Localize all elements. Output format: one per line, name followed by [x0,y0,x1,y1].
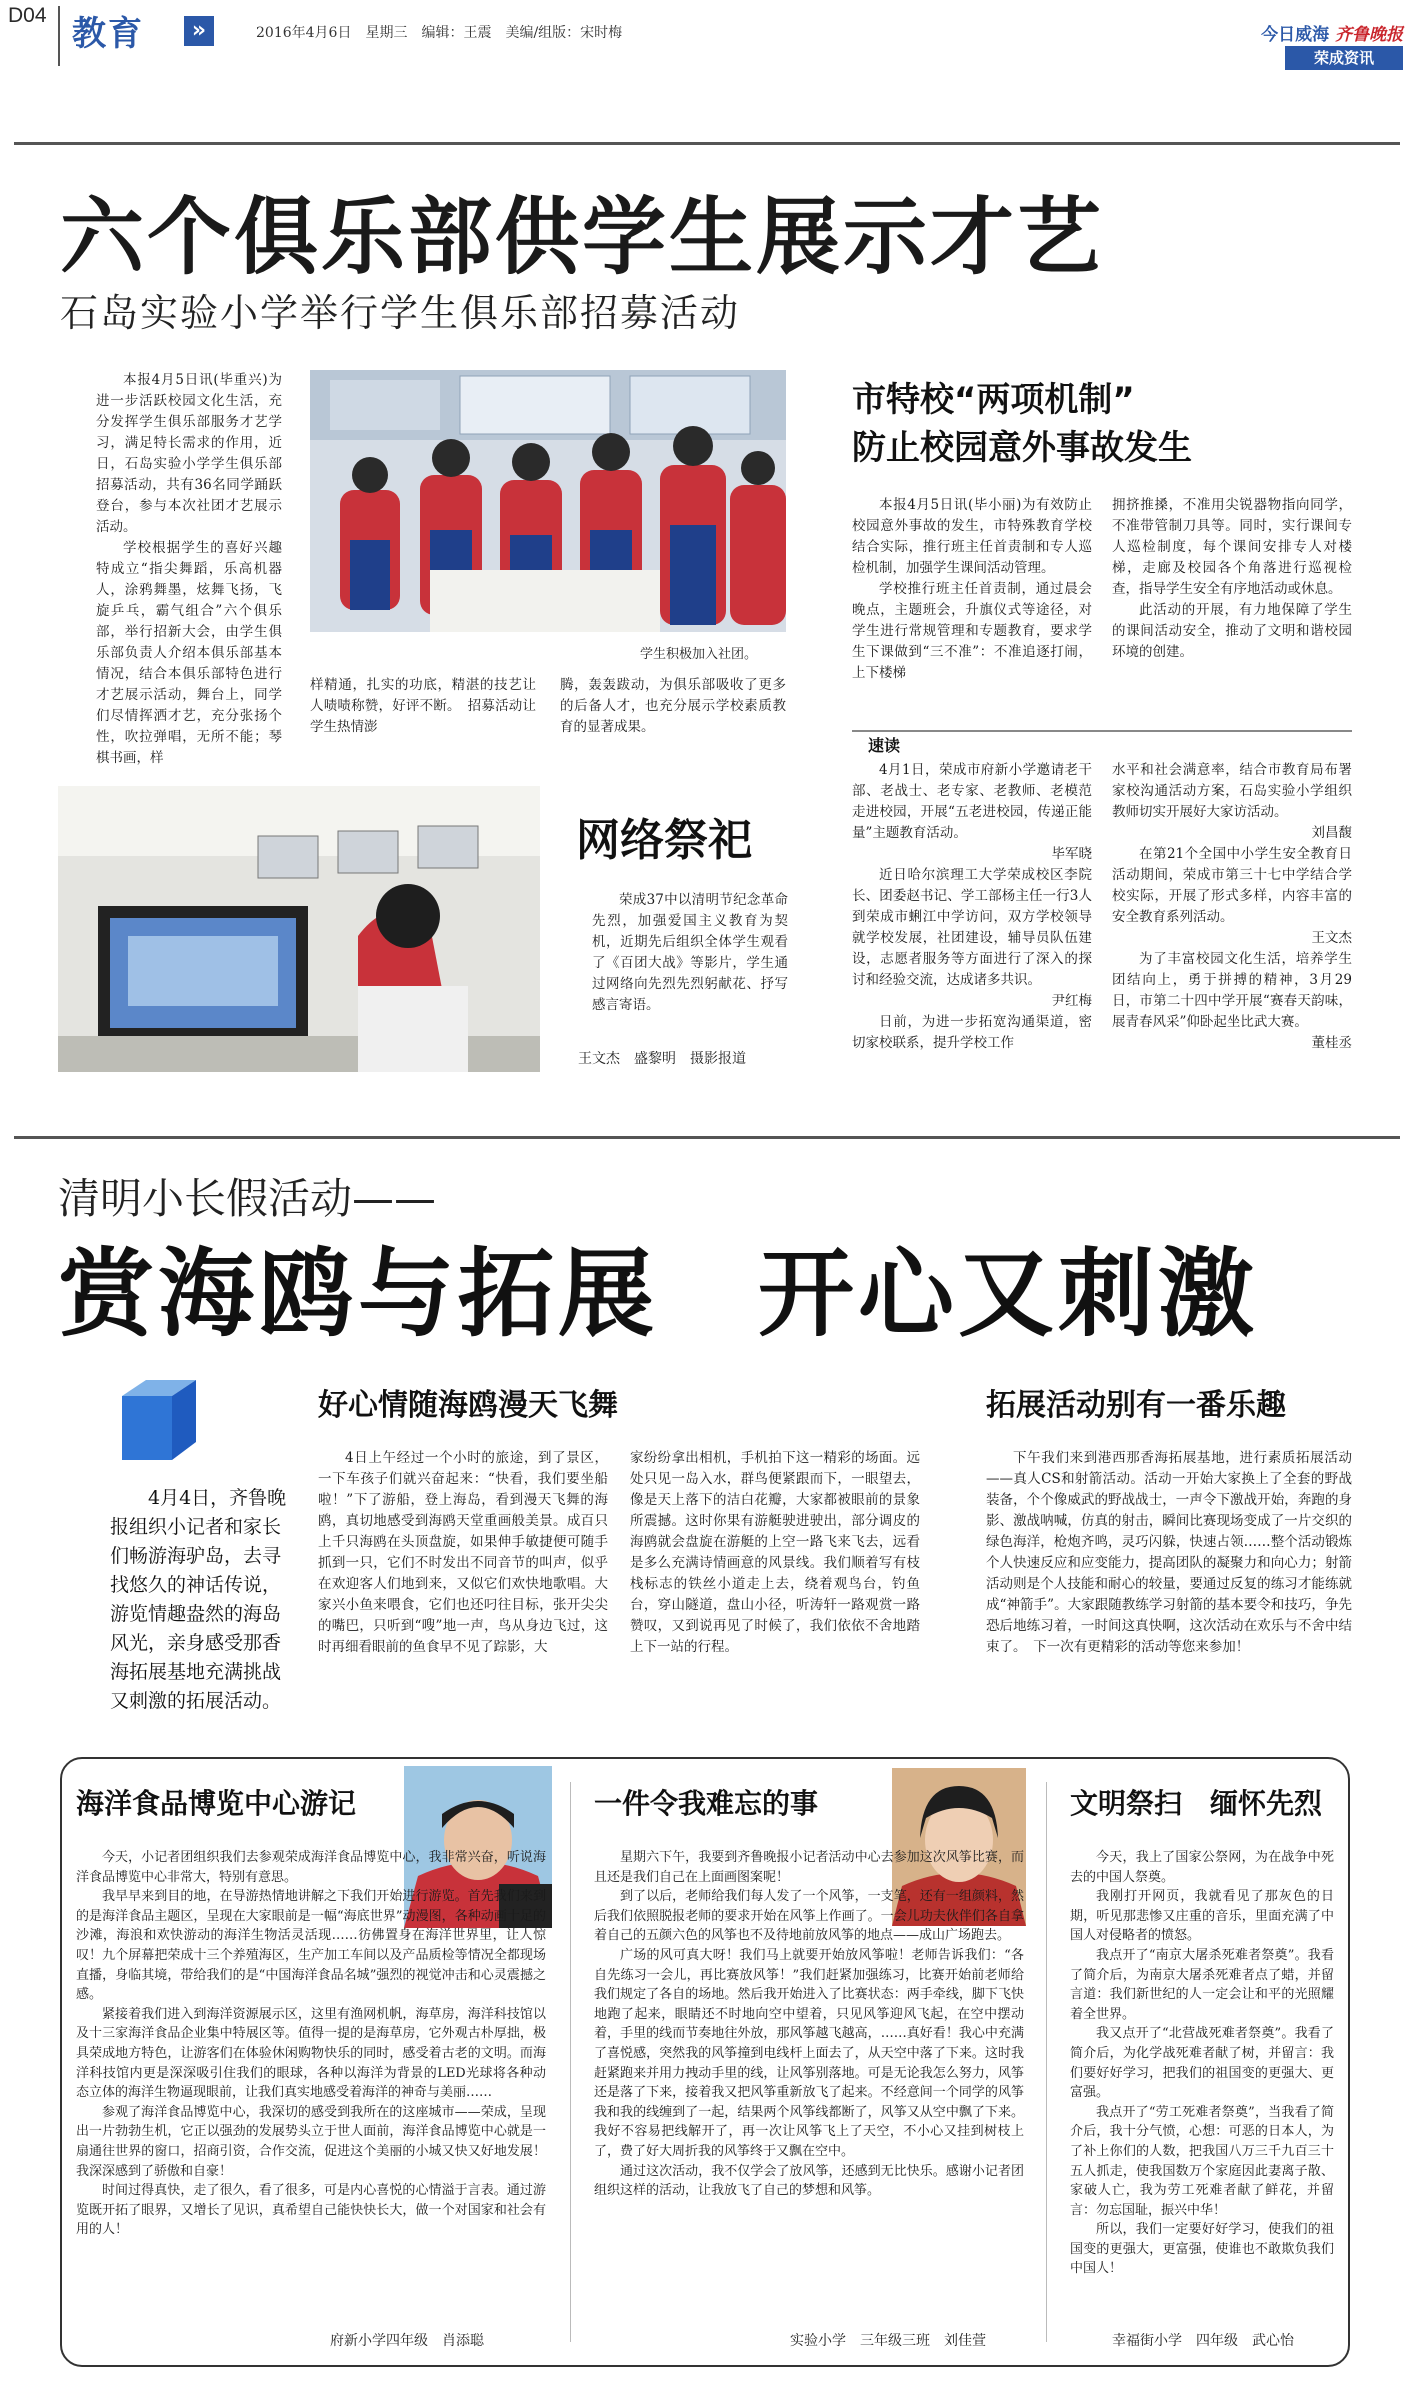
special-school-col1 [852,495,1092,684]
article-paragraph: 学校推行班主任首责制，通过晨会晚点，主题班会，升旗仪式等途径，对学生进行常规管理和专题教育，要求学生下课做到“三不准”：不准追逐打闹，上下楼梯 [852,581,1092,681]
header-rule [14,142,1400,145]
lead-headline: 六个俱乐部供学生展示才艺 [60,188,1105,286]
essay-paragraph: 我刚打开网页，我就看见了那灰色的日期，听见那悲惨又庄重的音乐，里面充满了中国人对侵略者的愤怒。 [1070,1889,1334,1944]
feature-left-col1 [318,1448,608,1658]
essay1-byline: 府新小学四年级 肖添聪 [330,2333,484,2349]
lead-col3 [560,675,786,738]
feature-paragraph: 4日上午经过一个小时的旅途，到了景区，一下车孩子们就兴奋起来：“快看，我们要坐船啦！”下了游船，登上海岛，看到漫天飞舞的海鸥，真切地感受到海鸥天堂重画般美景。成百只上千只海鸥在头顶盘旋，如果伸手敏捷便可随手抓到一只，它们不时发出不同音节的叫声，似乎在欢迎客人们地到来，又似它们欢快地歌唱。大家兴小鱼来喂食，它们也还叼往目标，张开尖尖的嘴巴，只听到“嗖”地一声，鸟从身边飞过，这时再细看眼前的鱼食早不见了踪影，大 [318,1450,608,1655]
header-divider [58,6,60,66]
brief-item: 日前，为进一步拓宽沟通渠道，密切家校联系，提升学校工作 [852,1014,1092,1051]
lead-paragraph: 本报4月5日讯(毕重兴)为进一步活跃校园文化生活，充分发挥学生俱乐部服务才艺学习，满足特长需求的作用，近日，石岛实验小学学生俱乐部招募活动，共有36名同学踊跃登台，参与本次社团才艺展示活动。 [96,372,282,535]
essay-paragraph: 我点开了“劳工死难者祭奠”，当我看了简介后，我十分气愤，心想：可恶的日本人，为了补上你们的人数，把我国八万三千九百三十五人抓走，使我国数万个家庭因此妻离子散、家破人亡，我为劳工死难者献了鲜花，并留言：勿忘国耻，振兴中华！ [1070,2104,1334,2218]
special-school-headline [852,376,1372,472]
computer-lab-photo [58,786,540,1072]
essay-paragraph: 我点开了“南京大屠杀死难者祭奠”。我看了简介后，为南京大屠杀死难者点了蜡，并留言道：我们新世纪的人一定会让和平的光照耀着全世界。 [1070,1947,1334,2022]
brief-author: 尹红梅 [1051,993,1092,1009]
essay-paragraph: 到了以后，老师给我们每人发了一个风筝，一支笔，还有一组颜料，然后我们依照脱报老师的要求开始在风筝上作画了。一会儿功夫伙伴们各自拿着自己的五颜六色的风筝也不及待地前放风筝的地点——成山广场跑去。 [594,1889,1024,1944]
brief-author: 刘昌馥 [1311,825,1352,841]
club-photo-image [310,370,786,632]
briefs-col1 [852,760,1092,1054]
computer-lab-image [58,786,540,1072]
brief-item: 4月1日，荣成市府新小学邀请老干部、老战士、老专家、老教师、老模范走进校园，开展“五老进校园，传递正能量”主题教育活动。 [852,762,1092,841]
essay3-title: 文明祭扫 缅怀先烈 [1070,1787,1323,1820]
essay-divider [570,1782,571,2342]
briefs-label: 速读 [868,736,901,755]
feature-right-col [986,1448,1352,1658]
feature-headline: 赏海鸥与拓展 开心又刺激 [58,1238,1258,1350]
chevron-right-icon: » [184,16,214,46]
brief-item: 近日哈尔滨理工大学荣成校区李院长、团委赵书记、学工部杨主任一行3人到荣成市蜊江中学访问，双方学校领导就学校发展，社团建设，辅导员队伍建设，志愿者服务等方面进行了深入的探讨和经验交流，达成诸多共识。 [852,867,1092,988]
network-headline: 网络祭祀 [576,815,752,866]
essay-paragraph: 今天，我上了国家公祭网，为在战争中死去的中国人祭奠。 [1070,1850,1334,1885]
feature-paragraph: 家纷纷拿出相机，手机拍下这一精彩的场面。远处只见一岛入水，群鸟便紧跟而下，一眼望去，像是天上落下的洁白花瓣，大家都被眼前的景象所震撼。这时你果有游艇驶进驶出，部分调皮的海鸥就会盘旋在游艇的上空一路飞来飞去，远看是多么充满诗情画意的风景线。我们顺着写有枝栈标志的铁丝小道走上去，绕着观鸟台，钓鱼台，穿山隧道，盘山小径，听涛轩一路观赏一路赞叹，又到说再见了时候了，我们依依不舍地踏上下一站的行程。 [630,1450,920,1655]
lead-col1 [96,370,282,769]
lead-col2 [310,675,536,738]
brand-name: 齐鲁晚报 [1335,25,1403,45]
brief-author: 董桂丞 [1311,1035,1352,1051]
brand-prefix: 今日威海 [1261,25,1330,45]
club-photo [310,370,786,632]
essay3-byline: 幸福街小学 四年级 武心怡 [1112,2333,1294,2349]
essay-paragraph: 广场的风可真大呀！我们马上就要开始放风筝啦！老师告诉我们：“各自先练习一会儿，再比赛放风筝！”我们赶紧加强练习，比赛开始前老师给我们规定了各自的场地。然后我开始进入了比赛状态：两手牵线，脚下飞快地跑了起来，眼睛还不时地向空中望着，只见风筝迎风飞起，在空中摆动着，手里的线而节奏地往外放，那风筝越飞越高，……真好看！我心中充满了喜悦感，突然我的风筝撞到电线杆上面去了，从天空中落了下来。这时我赶紧跑来并用力拽动手里的线，让风筝别落地。可是无论我怎么努力，风筝还是落了下来，接着我又把风筝重新放飞了起来。不经意间一个同学的风筝我和我的线缠到了一起，结果两个风筝线都断了，风筝又从空中飘了下来。我好不容易把线解开了，再一次让风筝飞上了天空，不小心又挂到树枝上了，费了好大周折我的风筝终于又飘在空中。 [594,1947,1024,2159]
page-number: D04 [8,4,47,27]
column-tag-wrap [1118,46,1403,70]
lead-subheadline: 石岛实验小学举行学生俱乐部招募活动 [60,291,741,335]
feature-lead-text: 4月4日，齐鲁晚报组织小记者和家长们畅游海驴岛，去寻找悠久的神话传说，游览情趣盎然的海岛风光，亲身感受那香海拓展基地充满挑战又刺激的拓展活动。 [110,1487,287,1712]
club-photo-caption: 学生积极加入社团。 [640,647,758,662]
headline-line: 防止校园意外事故发生 [852,428,1192,468]
headline-line: 市特校“两项机制” [852,380,1135,420]
lead-paragraph: 样精通，扎实的功底，精湛的技艺让人啧啧称赞，好评不断。 招募活动让学生热情澎 [310,677,536,735]
special-school-col2 [1112,495,1352,663]
issue-meta: 2016年4月6日 星期三 编辑：王震 美编/组版：宋时梅 [256,25,623,41]
brief-item: 水平和社会满意率，结合市教育局布署家校沟通活动方案，石岛实验小学组织教师切实开展好大家访活动。 [1112,762,1352,820]
article-paragraph: 此活动的开展，有力地保障了学生的课间活动安全，推动了文明和谐校园环境的创建。 [1112,602,1352,660]
essay-paragraph: 时间过得真快，走了很久，看了很多，可是内心喜悦的心情溢于言表。通过游览既开拓了眼界，又增长了见识，真希望自己能快快长大，做一个对国家和社会有用的人！ [76,2183,546,2238]
article-paragraph: 荣成37中以清明节纪念革命先烈，加强爱国主义教育为契机，近期先后组织全体学生观看了《百团大战》等影片，学生通过网络向先烈先烈躬献花、抒写感言寄语。 [592,892,788,1013]
feature-lead [110,1484,290,1716]
cube-icon [112,1380,196,1460]
essay2-body [594,1848,1024,2201]
essay-paragraph: 我又点开了“北营战死难者祭奠”。我看了简介后，为化学战死难者献了树，并留言：我们要好好学习，把我们的祖国变的更强大、更富强。 [1070,2026,1334,2101]
network-body [592,890,788,1016]
feature-pre-title: 清明小长假活动—— [58,1174,437,1223]
lead-paragraph: 腾，轰轰跋动，为俱乐部吸收了更多的后备人才，也充分展示学校素质教育的显著成果。 [560,677,786,735]
essay-paragraph: 今天，小记者团组织我们去参观荣成海洋食品博览中心，我非常兴奋，听说海洋食品博览中心非常大，特别有意思。 [76,1850,546,1885]
briefs-col2 [1112,760,1352,1054]
brief-author: 毕军晓 [1051,846,1092,862]
essay-paragraph: 我早早来到目的地，在导游热情地讲解之下我们开始进行游览。首先我们来到的是海洋食品主题区，呈现在大家眼前是一幅“海底世界”动漫图，各种动画十足的沙滩，海浪和欢快游动的海洋生物活灵活现……彷佛置身在海洋世界里，让人惊叹！九个屏幕把荣成十三个养殖海区，生产加工车间以及产品质检等情况全都现场直播，身临其境，带给我们的是“中国海洋食品名城”强烈的视觉冲击和心灵震撼之感。 [76,1889,546,2003]
essay-paragraph: 紧接着我们进入到海洋资源展示区，这里有渔网机帆，海草房，海洋科技馆以及十三家海洋食品企业集中特展区等。值得一提的是海草房，它外观古朴厚拙，极具荣成地方特色，让游客们在体验休闲购物快乐的同时，感受着古老的文明。而海洋科技馆内更是深深吸引住我们的眼球，各种以海洋为背景的LED光球将各种动态立体的海洋生物逼现眼前，让我们真实地感受着海洋的神奇与美丽…… [76,2006,546,2101]
section-name: 教育 [72,14,144,54]
lead-paragraph: 学校根据学生的喜好兴趣特成立“指尖舞蹈，乐高机器人，涂鸦舞墨，炫舞飞扬，飞旋乒乓，霸气组合”六个俱乐部，举行招新大会，由学生俱乐部负责人介绍本俱乐部基本情况，结合本俱乐部特色进行才艺展示活动，舞台上，同学们尽情挥洒才艺，充分张扬个性，吹拉弹唱，无所不能；琴棋书画，样 [96,540,282,766]
brief-author: 王文杰 [1311,930,1352,946]
briefs-rule [852,730,1352,732]
essay-divider [1046,1782,1047,2342]
essay1-title: 海洋食品博览中心游记 [76,1787,357,1820]
essay1-body [76,1848,546,2240]
essay2-title: 一件令我难忘的事 [594,1787,819,1820]
brief-item: 在第21个全国中小学生安全教育日活动期间，荣成市第三十七中学结合学校实际，开展了形式多样，内容丰富的安全教育系列活动。 [1112,846,1352,925]
essay3-body [1070,1848,1334,2279]
essay-paragraph: 通过这次活动，我不仅学会了放风筝，还感到无比快乐。感谢小记者团组织这样的活动，让我放飞了自己的梦想和风筝。 [594,2163,1024,2199]
feature-left-heading: 好心情随海鸥漫天飞舞 [318,1388,618,1423]
essay2-byline: 实验小学 三年级三班 刘佳萱 [790,2333,986,2349]
feature-right-heading: 拓展活动别有一番乐趣 [986,1388,1286,1423]
brief-item: 为了丰富校园文化生活，培养学生团结向上，勇于拼搏的精神，3月29日，市第二十四中学开展“赛春天韵味，展青春风采”仰卧起坐比武大赛。 [1112,951,1352,1030]
feature-left-col2 [630,1448,920,1658]
section-rule [14,1136,1400,1139]
essay-paragraph: 星期六下午，我要到齐鲁晚报小记者活动中心去参加这次风筝比赛，而且还是我们自己在上面画图案呢！ [594,1850,1024,1885]
article-paragraph: 拥挤推搡，不准用尖锐器物指向同学，不准带管制刀具等。同时，实行课间专人巡检制度，每个课间安排专人对楼梯，走廊及校园各个角落进行巡视检查，指导学生安全有序地活动或休息。 [1112,497,1352,597]
newspaper-brand [1118,20,1403,45]
article-paragraph: 本报4月5日讯(毕小丽)为有效防止校园意外事故的发生，市特殊教育学校结合实际，推行班主任首责制和专人巡检机制，加强学生课间活动管理。 [852,497,1092,576]
column-tag: 荣成资讯 [1285,46,1403,70]
feature-paragraph: 下午我们来到港西那香海拓展基地，进行素质拓展活动——真人CS和射箭活动。活动一开始大家换上了全套的野战装备，个个像威武的野战战士，一声令下激战开始，奔跑的身影、激战呐喊，仿真的射击，瞬间比赛现场变成了一片交织的绿色海洋，枪炮齐鸣，灵巧闪躲，快速占领……整个活动锻炼个人快速反应和应变能力，提高团队的凝聚力和向心力；射箭活动则是个人技能和耐心的较量，要通过反复的练习才能练就成“神箭手”。大家跟随教练学习射箭的基本要令和技巧，争先恐后地练习着，一时间这真快啊，这次活动在欢乐与不舍中结束了。 下一次有更精彩的活动等您来参加！ [986,1450,1352,1655]
network-byline: 王文杰 盛黎明 摄影报道 [578,1051,746,1067]
essay-paragraph: 参观了海洋食品博览中心，我深切的感受到我所在的这座城市——荣成，呈现出一片勃勃生机，它正以强劲的发展势头立于世人面前，海洋食品博览中心就是一扇通往世界的窗口，招商引资，合作交流，促进这个美丽的小城又快又好地发展！我深深感到了骄傲和自豪！ [76,2104,546,2179]
essay-paragraph: 所以，我们一定要好好学习，使我们的祖国变的更强大，更富强，使谁也不敢欺负我们中国人！ [1070,2222,1334,2277]
